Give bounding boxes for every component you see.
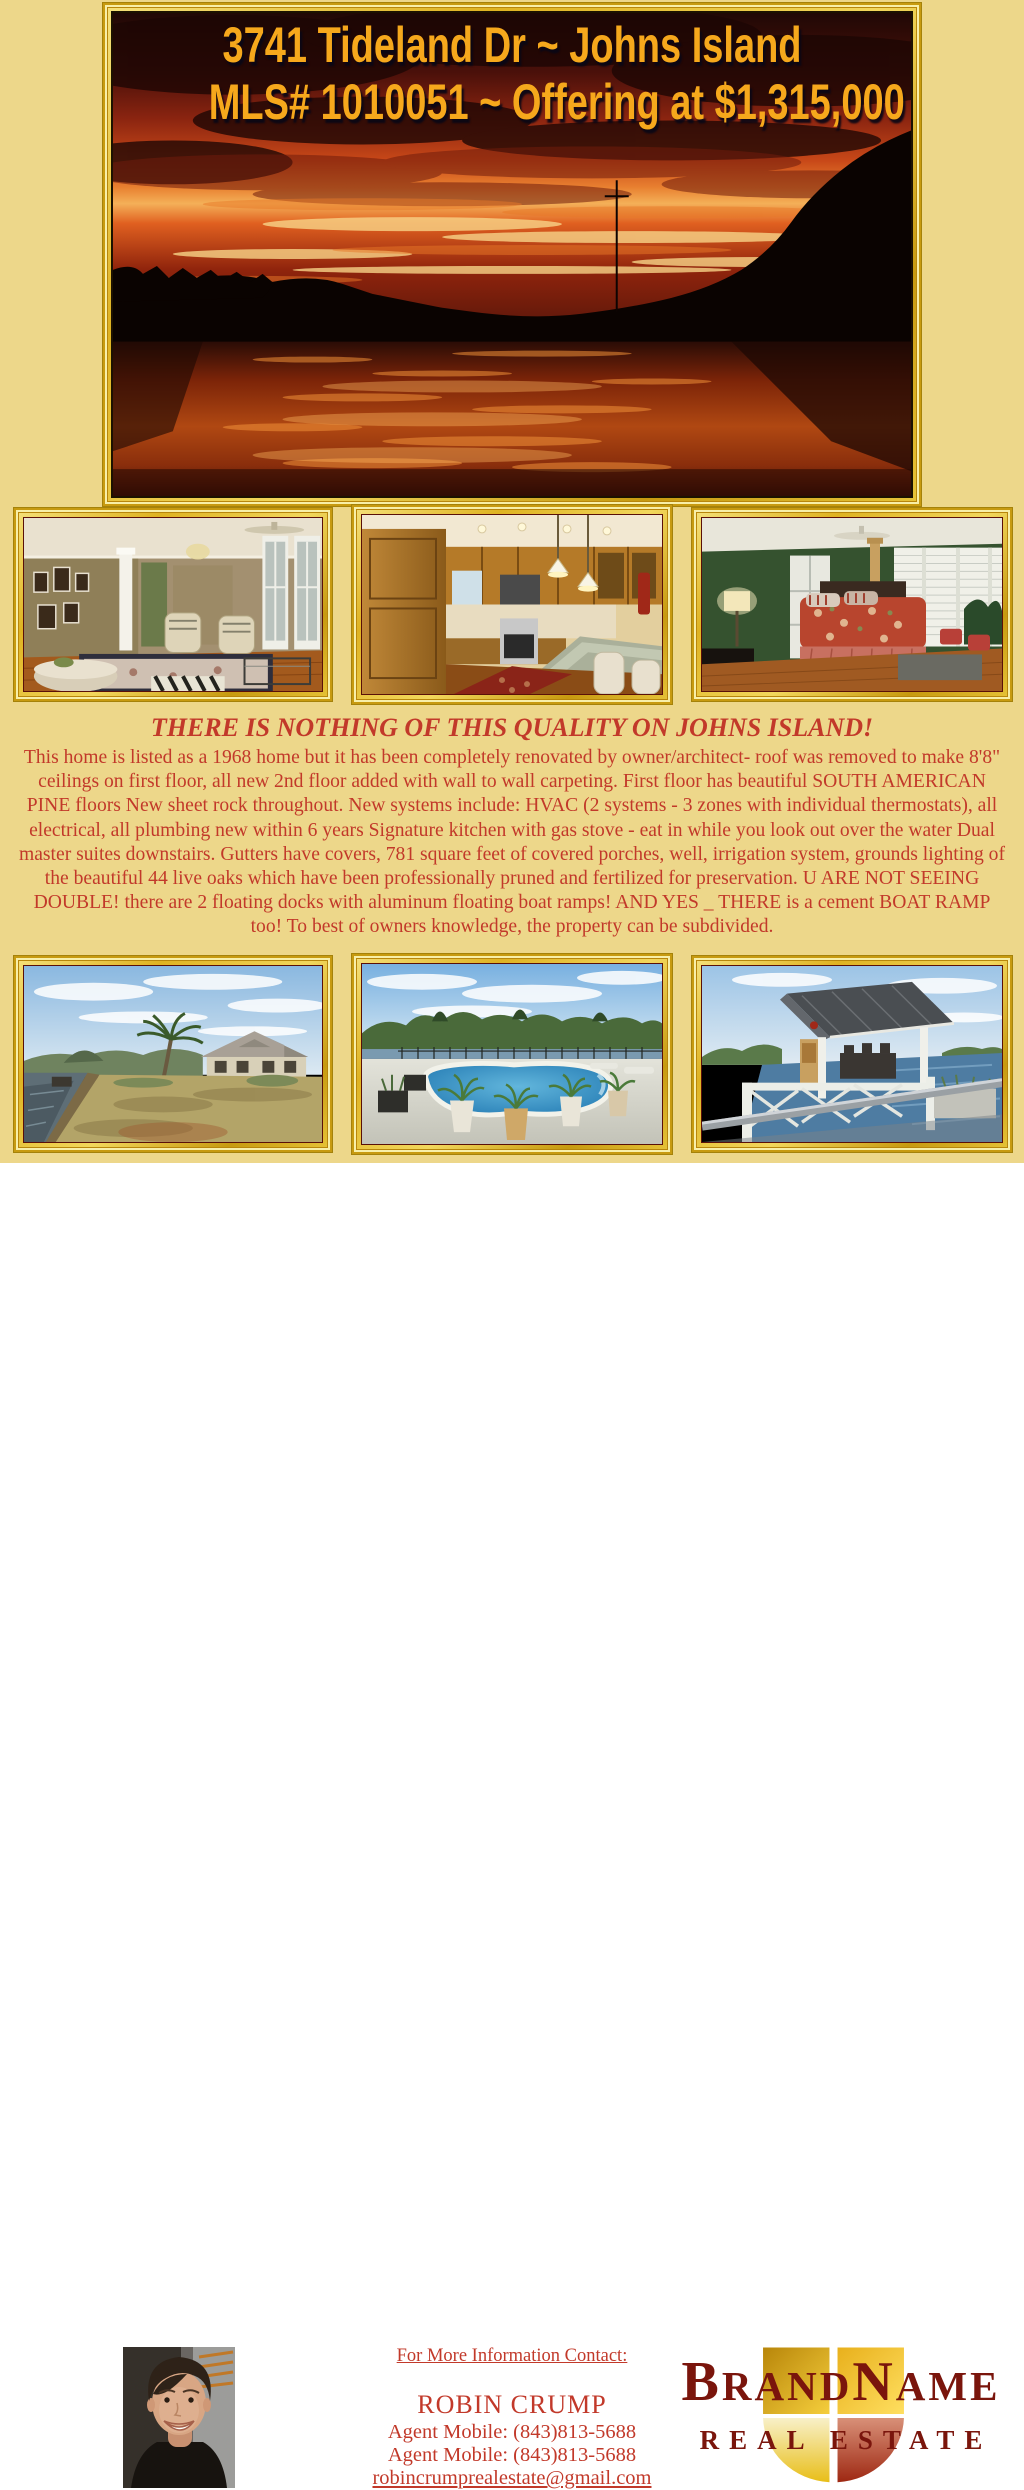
listing-address: 3741 Tideland Dr ~ Johns Island <box>222 17 802 73</box>
listing-mls-price: MLS# 1010051 ~ Offering at $1,315,000 <box>208 74 905 130</box>
photo-living-room <box>14 508 332 701</box>
agent-name: ROBIN CRUMP <box>417 2390 607 2419</box>
agent-phone-1: Agent Mobile: (843)813-5688 <box>387 2421 637 2443</box>
agent-headshot-photo <box>123 2347 235 2488</box>
photo-waterfront-lawn <box>14 956 332 1152</box>
brand-tagline: REAL ESTATE <box>699 2425 993 2455</box>
brand-letter-b: B <box>681 2351 722 2413</box>
header-photo-frame <box>103 3 921 506</box>
listing-title <box>113 17 911 131</box>
brand-letter-n: N <box>852 2351 896 2413</box>
photo-swimming-pool <box>352 954 672 1154</box>
headline: THERE IS NOTHING OF THIS QUALITY ON JOHNS ISLAND! <box>150 713 874 742</box>
photo-kitchen <box>352 505 672 704</box>
footer <box>0 1163 1024 2489</box>
photo-master-bedroom <box>692 508 1012 701</box>
photo-covered-dock <box>692 956 1012 1152</box>
agent-email-link[interactable]: robincrumprealestate@gmail.com <box>372 2467 652 2489</box>
contact-heading: For More Information Contact: <box>396 2346 628 2366</box>
brand-logo <box>662 2339 1020 2488</box>
agent-phone-2: Agent Mobile: (843)813-5688 <box>387 2444 637 2466</box>
property-description: This home is listed as a 1968 home but it has been completely renovated by owner/architect- roof was removed to make 8'8" ceilings on first floor, all new 2nd floor added with wall to wall carpeting. First floor has beautiful SOUTH AMERICAN PINE floors New sheet rock throughout. New systems include: HVAC (2 systems - 3 zones with individual thermostats), all electrical, all plumbing new within 6 years Signature kitchen with gas stove - eat in while you look out over the water Dual master suites downstairs. Gutters have covers, 781 square feet of covered porches, well, irrigation system, grounds lighting of the beautiful 44 live oaks which have been professionally pruned and fertilized for preservation. U ARE NOT SEEING DOUBLE! there are 2 floating docks with aluminum floating boat ramps! AND YES _ THERE is a cement BOAT RAMP too! To best of owners knowledge, the property can be subdivided. <box>19 747 1005 938</box>
brand-name: BRANDNAME <box>681 2351 1001 2413</box>
